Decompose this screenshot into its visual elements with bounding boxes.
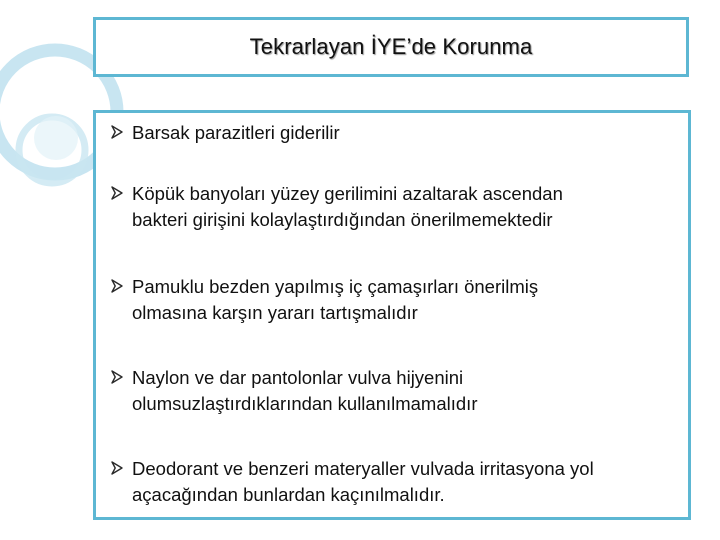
bullet-line: açacağından bunlardan kaçınılmalıdır. [132,484,445,505]
bullet-item-2 [110,181,682,233]
bullet-line: Deodorant ve benzeri materyaller vulvada irritasyona yol [132,458,594,479]
bullet-line: olmasına karşın yararı tartışmalıdır [132,302,418,323]
slide-title: Tekrarlayan İYE’de Korunma [249,34,533,59]
bullet-line: olumsuzlaştırdıklarından kullanılmamalıdır [132,393,478,414]
bullet-line: bakteri girişini kolaylaştırdığından önerilmemektedir [132,209,553,230]
decor-dot [34,116,78,160]
bullet-content-box [93,110,691,520]
bullet-line: Pamuklu bezden yapılmış iç çamaşırları önerilmiş [132,276,539,297]
bullet-text [132,365,477,417]
bullet-line: Naylon ve dar pantolonlar vulva hijyenini [132,367,464,388]
arrowhead-bullet-icon [110,458,132,478]
arrowhead-bullet-icon [110,367,132,387]
arrowhead-bullet-icon [110,276,132,296]
bullet-text [132,456,594,508]
bullet-item-1 [110,120,682,146]
decor-ring-small [19,117,85,183]
bullet-text [132,120,340,146]
bullet-item-5 [110,456,682,508]
bullet-line: Barsak parazitleri giderilir [132,122,340,143]
arrowhead-bullet-icon [110,183,132,203]
arrowhead-bullet-icon [110,122,132,142]
bullet-item-4 [110,365,682,417]
bullet-text [132,274,538,326]
slide-title-box [93,17,689,77]
bullet-text [132,181,563,233]
bullet-line: Köpük banyoları yüzey gerilimini azaltarak ascendan [132,183,563,204]
bullet-item-3 [110,274,682,326]
